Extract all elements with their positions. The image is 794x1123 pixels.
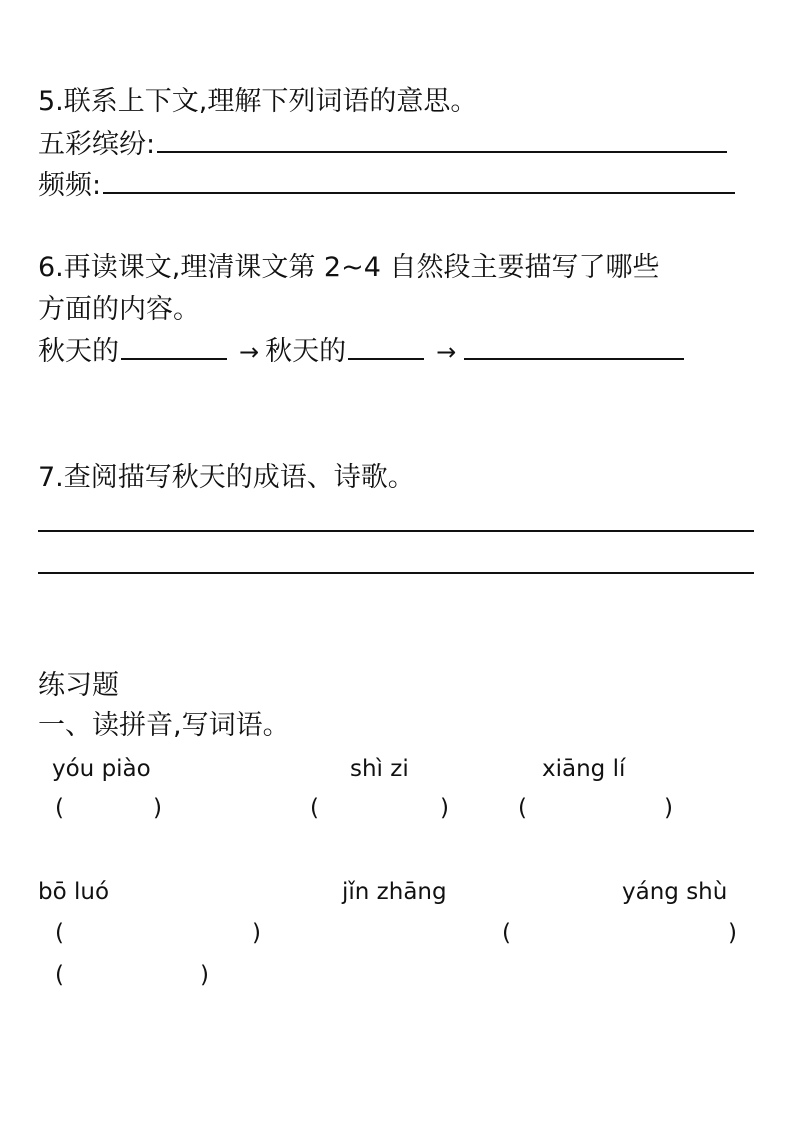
- q5-word-1-row: [38, 127, 729, 163]
- answer-box-1-close[interactable]: ): [153, 795, 162, 821]
- right-arrow-icon: →: [239, 338, 260, 366]
- answer-box-5-close[interactable]: ): [728, 920, 737, 946]
- answer-box-2-close[interactable]: ): [440, 795, 449, 821]
- exercise-heading: 练习题: [38, 670, 119, 701]
- q5-word-1: 五彩缤纷:: [38, 129, 156, 160]
- q6-blank-row: [38, 334, 686, 370]
- pinyin-2: shì zi: [350, 756, 409, 782]
- q6-blank-1[interactable]: [121, 334, 227, 360]
- pinyin-3: xiāng lí: [542, 756, 626, 782]
- q6-title-line-2: 方面的内容。: [38, 294, 200, 325]
- answer-box-4-open[interactable]: (: [55, 920, 64, 946]
- answer-box-5-open[interactable]: (: [502, 920, 511, 946]
- q5-word-2-row: [38, 168, 737, 204]
- q6-blank-2[interactable]: [348, 334, 424, 360]
- q6-prefix-2: 秋天的: [265, 336, 347, 367]
- q6-prefix-1: 秋天的: [38, 336, 119, 367]
- q7-answer-line-2[interactable]: [38, 572, 754, 574]
- right-arrow-icon: →: [436, 338, 457, 366]
- q7-title: 7.查阅描写秋天的成语、诗歌。: [38, 462, 415, 493]
- q5-answer-line-2[interactable]: [103, 168, 735, 194]
- answer-box-3-close[interactable]: ): [664, 795, 673, 821]
- q5-answer-line-1[interactable]: [157, 127, 727, 153]
- exercise-section-1-title: 一、读拼音,写词语。: [38, 710, 290, 741]
- pinyin-6: yáng shù: [622, 879, 728, 905]
- q5-title: 5.联系上下文,理解下列词语的意思。: [38, 86, 478, 117]
- answer-box-3-open[interactable]: (: [518, 795, 527, 821]
- answer-box-6-close[interactable]: ): [200, 962, 209, 988]
- q5-word-2: 频频:: [38, 170, 102, 201]
- q6-blank-3[interactable]: [464, 334, 684, 360]
- pinyin-1: yóu piào: [52, 756, 151, 782]
- answer-box-4-close[interactable]: ): [252, 920, 261, 946]
- q7-answer-line-1[interactable]: [38, 530, 754, 532]
- q6-title-line-1: 6.再读课文,理清课文第 2~4 自然段主要描写了哪些: [38, 252, 660, 283]
- answer-box-2-open[interactable]: (: [310, 795, 319, 821]
- pinyin-4: bō luó: [38, 879, 110, 905]
- answer-box-6-open[interactable]: (: [55, 962, 64, 988]
- pinyin-5: jǐn zhāng: [342, 879, 447, 905]
- answer-box-1-open[interactable]: (: [55, 795, 64, 821]
